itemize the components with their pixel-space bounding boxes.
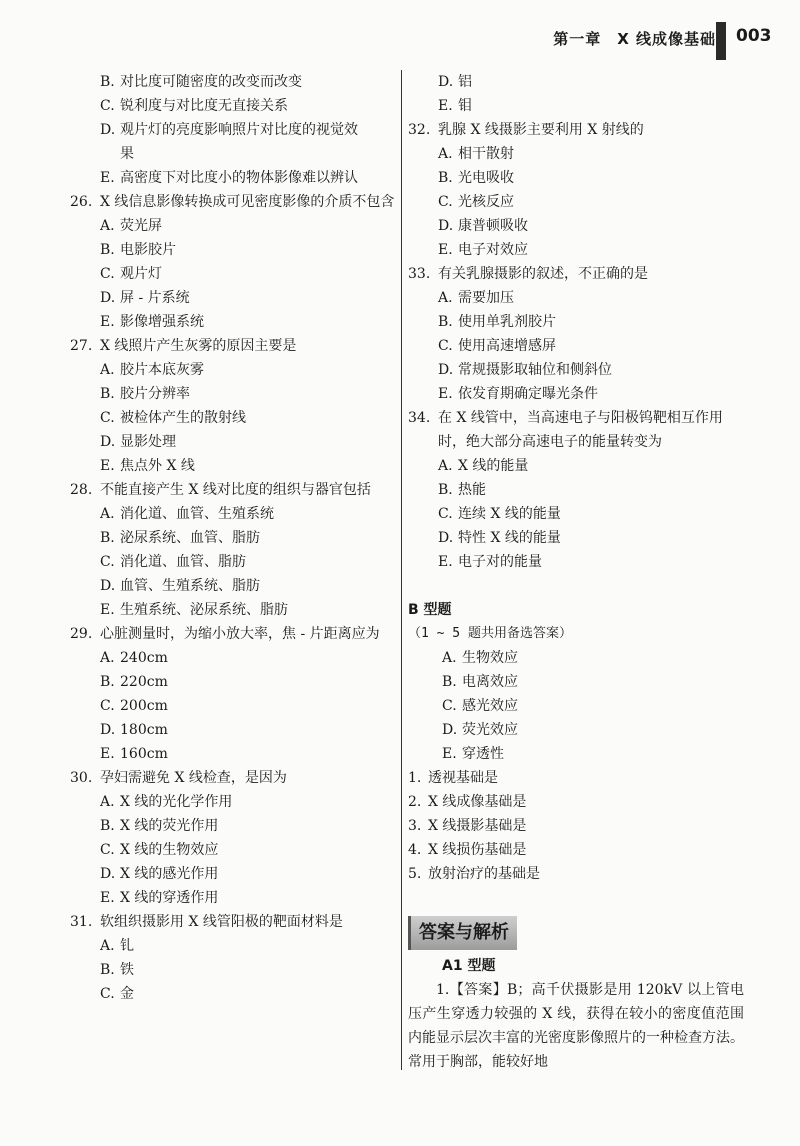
header-bar bbox=[716, 22, 726, 60]
question-33: 33. 有关乳腺摄影的叙述，不正确的是 bbox=[408, 266, 648, 282]
question-27: 27. X 线照片产生灰雾的原因主要是 bbox=[70, 338, 297, 354]
btype-question: 1. 透视基础是 bbox=[408, 770, 498, 786]
option: E. 穿透性 bbox=[442, 746, 504, 762]
option: C. X 线的生物效应 bbox=[100, 842, 219, 858]
section-note: （1 ~ 5 题共用备选答案） bbox=[408, 626, 572, 641]
option: E. 高密度下对比度小的物体影像难以辨认 bbox=[100, 170, 358, 186]
option: B. 热能 bbox=[438, 482, 486, 498]
option: D. 观片灯的亮度影响照片对比度的视觉效 bbox=[100, 122, 358, 138]
option: D. 荧光效应 bbox=[442, 722, 518, 738]
chapter-title: 第一章 X 线成像基础 bbox=[553, 30, 716, 48]
question-32: 32. 乳腺 X 线摄影主要利用 X 射线的 bbox=[408, 122, 644, 138]
option: D. 常规摄影取轴位和侧斜位 bbox=[438, 362, 612, 378]
btype-question: 3. X 线摄影基础是 bbox=[408, 818, 527, 834]
option: B. X 线的荧光作用 bbox=[100, 818, 219, 834]
option: D. 血管、生殖系统、脂肪 bbox=[100, 578, 260, 594]
option: E. 依发育期确定曝光条件 bbox=[438, 386, 598, 402]
option: B. 电影胶片 bbox=[100, 242, 176, 258]
option: D. 180cm bbox=[100, 722, 168, 738]
answer-paragraph: 1.【答案】B；高千伏摄影是用 120kV 以上管电压产生穿透力较强的 X 线，获得在较小的密度值范围内能显示层次丰富的光密度影像照片的一种检查方法。常用于胸部，能较好地 bbox=[408, 982, 744, 1070]
option: B. 使用单乳剂胶片 bbox=[438, 314, 556, 330]
option: E. 160cm bbox=[100, 746, 168, 762]
option: E. 钼 bbox=[438, 98, 472, 114]
option: C. 锐利度与对比度无直接关系 bbox=[100, 98, 288, 114]
option: D. 屏 - 片系统 bbox=[100, 290, 190, 306]
spacer bbox=[408, 886, 744, 910]
btype-question: 4. X 线损伤基础是 bbox=[408, 842, 527, 858]
option: C. 连续 X 线的能量 bbox=[438, 506, 561, 522]
option: A. 生物效应 bbox=[442, 650, 518, 666]
option: A. X 线的能量 bbox=[438, 458, 529, 474]
answers-subtitle: A1 型题 bbox=[442, 958, 496, 974]
option: B. 220cm bbox=[100, 674, 168, 690]
option: C. 观片灯 bbox=[100, 266, 162, 282]
option: E. 电子对的能量 bbox=[438, 554, 542, 570]
page-header bbox=[0, 22, 800, 58]
option: C. 消化道、血管、脂肪 bbox=[100, 554, 246, 570]
question-26: 26. X 线信息影像转换成可见密度影像的介质不包含 bbox=[70, 194, 395, 210]
btype-question: 5. 放射治疗的基础是 bbox=[408, 866, 540, 882]
option: D. 特性 X 线的能量 bbox=[438, 530, 561, 546]
question-28: 28. 不能直接产生 X 线对比度的组织与器官包括 bbox=[70, 482, 371, 498]
option: C. 200cm bbox=[100, 698, 168, 714]
option: A. 消化道、血管、生殖系统 bbox=[100, 506, 274, 522]
option: D. 显影处理 bbox=[100, 434, 176, 450]
option: A. 钆 bbox=[100, 938, 134, 954]
option: C. 使用高速增感屏 bbox=[438, 338, 556, 354]
option: E. 焦点外 X 线 bbox=[100, 458, 195, 474]
spacer bbox=[408, 574, 744, 598]
option: A. 需要加压 bbox=[438, 290, 514, 306]
option: B. 泌尿系统、血管、脂肪 bbox=[100, 530, 260, 546]
section-title-btype: B 型题 bbox=[408, 602, 452, 618]
question-34: 34. 在 X 线管中，当高速电子与阳极钨靶相互作用时，绝大部分高速电子的能量转变为 bbox=[408, 410, 723, 450]
answers-banner: 答案与解析 bbox=[408, 916, 517, 950]
option: E. 生殖系统、泌尿系统、脂肪 bbox=[100, 602, 288, 618]
option: A. X 线的光化学作用 bbox=[100, 794, 233, 810]
option: B. 铁 bbox=[100, 962, 134, 978]
option: E. 影像增强系统 bbox=[100, 314, 204, 330]
option: B. 胶片分辨率 bbox=[100, 386, 190, 402]
option: D. 康普顿吸收 bbox=[438, 218, 528, 234]
option: D. 铝 bbox=[438, 74, 472, 90]
option: C. 被检体产生的散射线 bbox=[100, 410, 246, 426]
option: B. 对比度可随密度的改变而改变 bbox=[100, 74, 302, 90]
option: C. 光核反应 bbox=[438, 194, 514, 210]
btype-question: 2. X 线成像基础是 bbox=[408, 794, 527, 810]
column-divider bbox=[401, 70, 402, 1070]
option: C. 金 bbox=[100, 986, 134, 1002]
option: C. 感光效应 bbox=[442, 698, 518, 714]
left-column bbox=[70, 70, 398, 1006]
option: E. 电子对效应 bbox=[438, 242, 528, 258]
option: A. 240cm bbox=[100, 650, 168, 666]
question-29: 29. 心脏测量时，为缩小放大率，焦 - 片距离应为 bbox=[70, 626, 380, 642]
option: A. 胶片本底灰雾 bbox=[100, 362, 204, 378]
option: A. 荧光屏 bbox=[100, 218, 162, 234]
option: B. 光电吸收 bbox=[438, 170, 514, 186]
option: D. X 线的感光作用 bbox=[100, 866, 219, 882]
page-number: 003 bbox=[736, 26, 772, 46]
option-continuation: 果 bbox=[120, 146, 134, 162]
option: A. 相干散射 bbox=[438, 146, 514, 162]
question-31: 31. 软组织摄影用 X 线管阳极的靶面材料是 bbox=[70, 914, 343, 930]
option: E. X 线的穿透作用 bbox=[100, 890, 219, 906]
question-30: 30. 孕妇需避免 X 线检查，是因为 bbox=[70, 770, 287, 786]
option: B. 电离效应 bbox=[442, 674, 518, 690]
right-column bbox=[408, 70, 744, 1074]
